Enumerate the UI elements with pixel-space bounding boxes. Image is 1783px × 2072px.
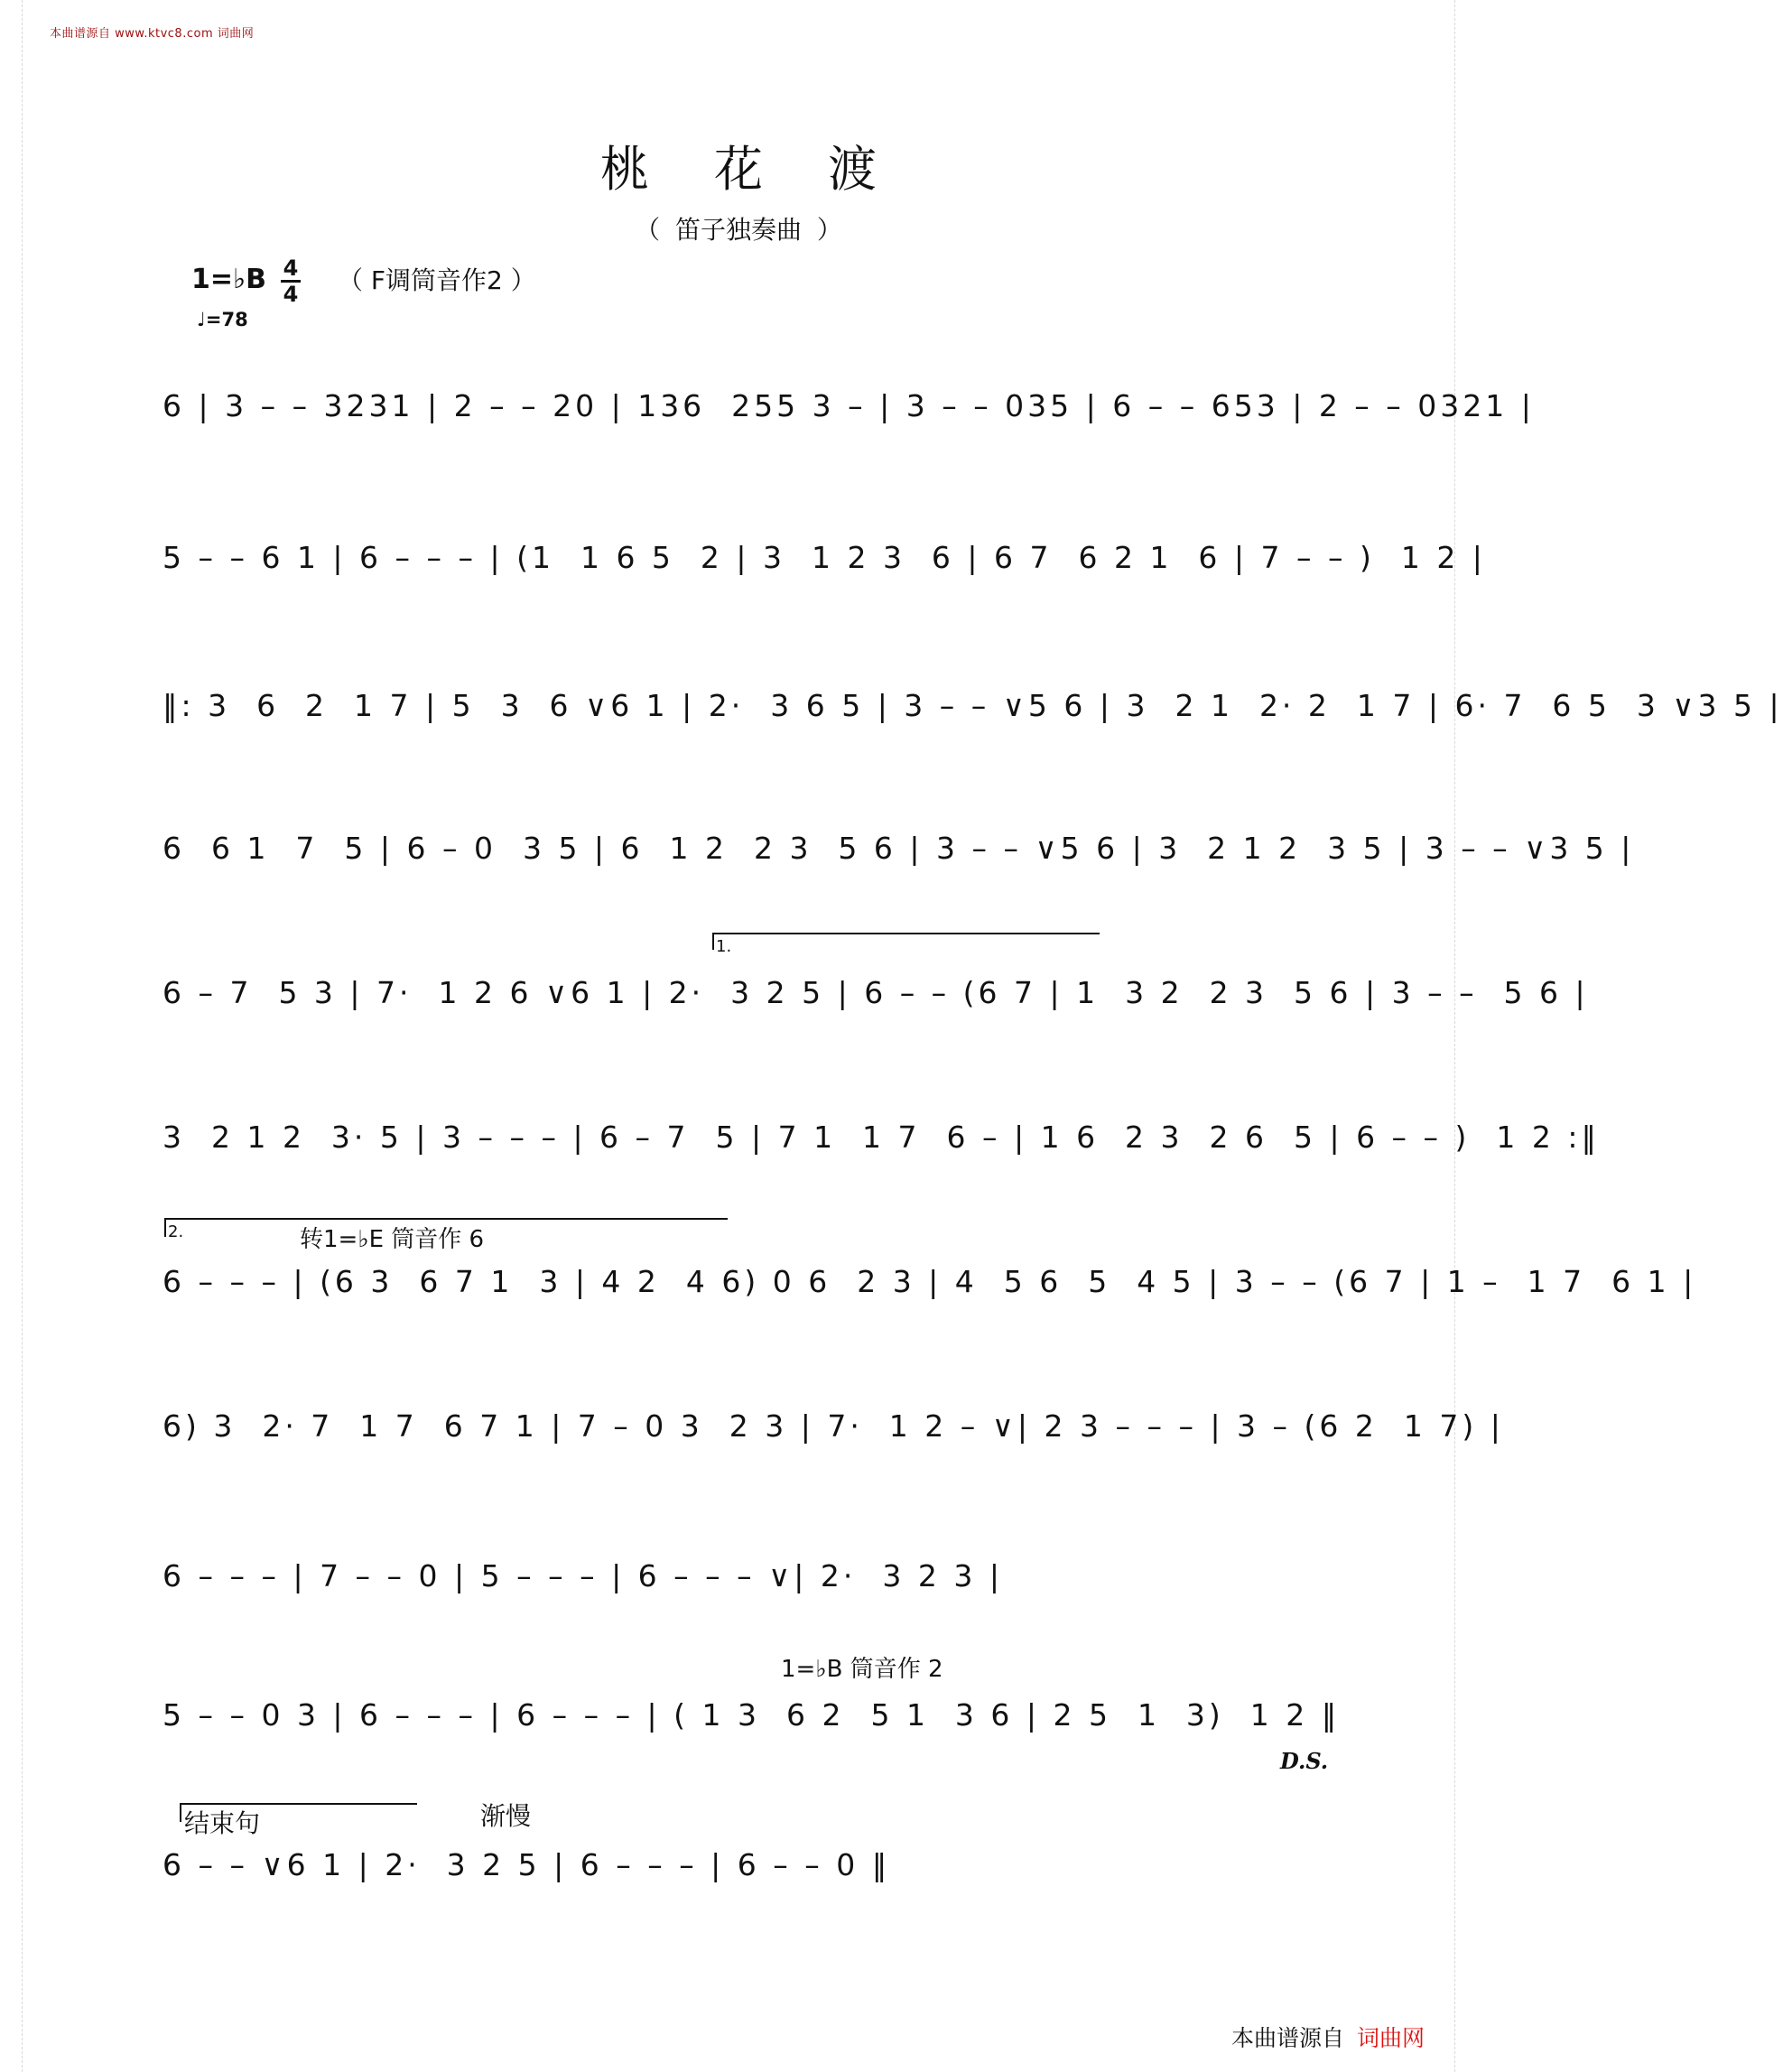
modulation-1: 转1=♭E 筒音作 6 (300, 1226, 485, 1253)
score-line-1: 6 | 3 – – 3231 | 2 – – 20 | 136 255 3 – | 3 – – 035 | 6 – – 653 | 2 – – 0321 | (163, 388, 1535, 423)
da-segno: D.S. (1280, 1748, 1329, 1774)
score-line-10: 5 – – 0 3 | 6 – – – | 6 – – – | ( 1 3 6 2 5 1 3 6 | 2 5 1 3) 1 2 ‖ (163, 1697, 1341, 1733)
time-bottom: 4 (283, 282, 299, 307)
page-title: 桃花渡 (600, 141, 942, 198)
volta-2: 2. (168, 1222, 184, 1241)
score-line-9: 6 – – – | 7 – – 0 | 5 – – – | 6 – – – ∨| 2· 3 2 3 | (163, 1558, 1003, 1593)
tempo-change: 渐慢 (480, 1801, 532, 1831)
tempo-marking: ♩=78 (197, 309, 248, 330)
score-line-5: 6 – 7 5 3 | 7· 1 2 6 ∨6 1 | 2· 3 2 5 | 6 – – (6 7 | 1 3 2 2 3 5 6 | 3 – – 5 6 | (163, 975, 1589, 1010)
ending-label: 结束句 (184, 1808, 261, 1838)
fingering-note: （ F调筒音作2 ） (338, 265, 536, 295)
header-source-text: 本曲谱源自 www.ktvc8.com 词曲网 (50, 27, 255, 41)
volta-1: 1. (716, 937, 732, 956)
ending-bracket (181, 1804, 417, 1822)
score-line-8: 6) 3 2· 7 1 7 6 7 1 | 7 – 0 3 2 3 | 7· 1 2 – ∨| 2 3 – – – | 3 – (6 2 1 7) | (163, 1408, 1504, 1444)
volta-1-bracket (713, 934, 1100, 950)
volta-2-bracket (165, 1219, 728, 1237)
score-line-2: 5 – – 6 1 | 6 – – – | (1 1 6 5 2 | 3 1 2 3 6 | 6 7 6 2 1 6 | 7 – – ) 1 2 | (163, 540, 1486, 575)
score-line-4: 6 6 1 7 5 | 6 – 0 3 5 | 6 1 2 2 3 5 6 | 3 – – ∨5 6 | 3 2 1 2 3 5 | 3 – – ∨3 5 | (163, 831, 1635, 866)
footer-source-b: 词曲网 (1356, 2025, 1425, 2051)
score-line-3: ‖: 3 6 2 1 7 | 5 3 6 ∨6 1 | 2· 3 6 5 | 3 – – ∨5 6 | 3 2 1 2· 2 1 7 | 6· 7 6 5 3 ∨3 5 | (163, 688, 1783, 723)
key-signature: 1=♭B (191, 264, 267, 295)
score-line-11: 6 – – ∨6 1 | 2· 3 2 5 | 6 – – – | 6 – – 0 ‖ (163, 1847, 891, 1882)
footer-source-a: 本曲谱源自 (1230, 2025, 1344, 2051)
modulation-2: 1=♭B 筒音作 2 (781, 1656, 943, 1683)
time-top: 4 (283, 256, 299, 281)
score-line-6: 3 2 1 2 3· 5 | 3 – – – | 6 – 7 5 | 7 1 1 7 6 – | 1 6 2 3 2 6 5 | 6 – – ) 1 2 :‖ (163, 1120, 1600, 1155)
score-line-7: 6 – – – | (6 3 6 7 1 3 | 4 2 4 6) 0 6 2 3 | 4 5 6 5 4 5 | 3 – – (6 7 | 1 – 1 7 6 1 | (163, 1264, 1697, 1299)
page-subtitle: （ 笛子独奏曲 ） (635, 215, 842, 245)
